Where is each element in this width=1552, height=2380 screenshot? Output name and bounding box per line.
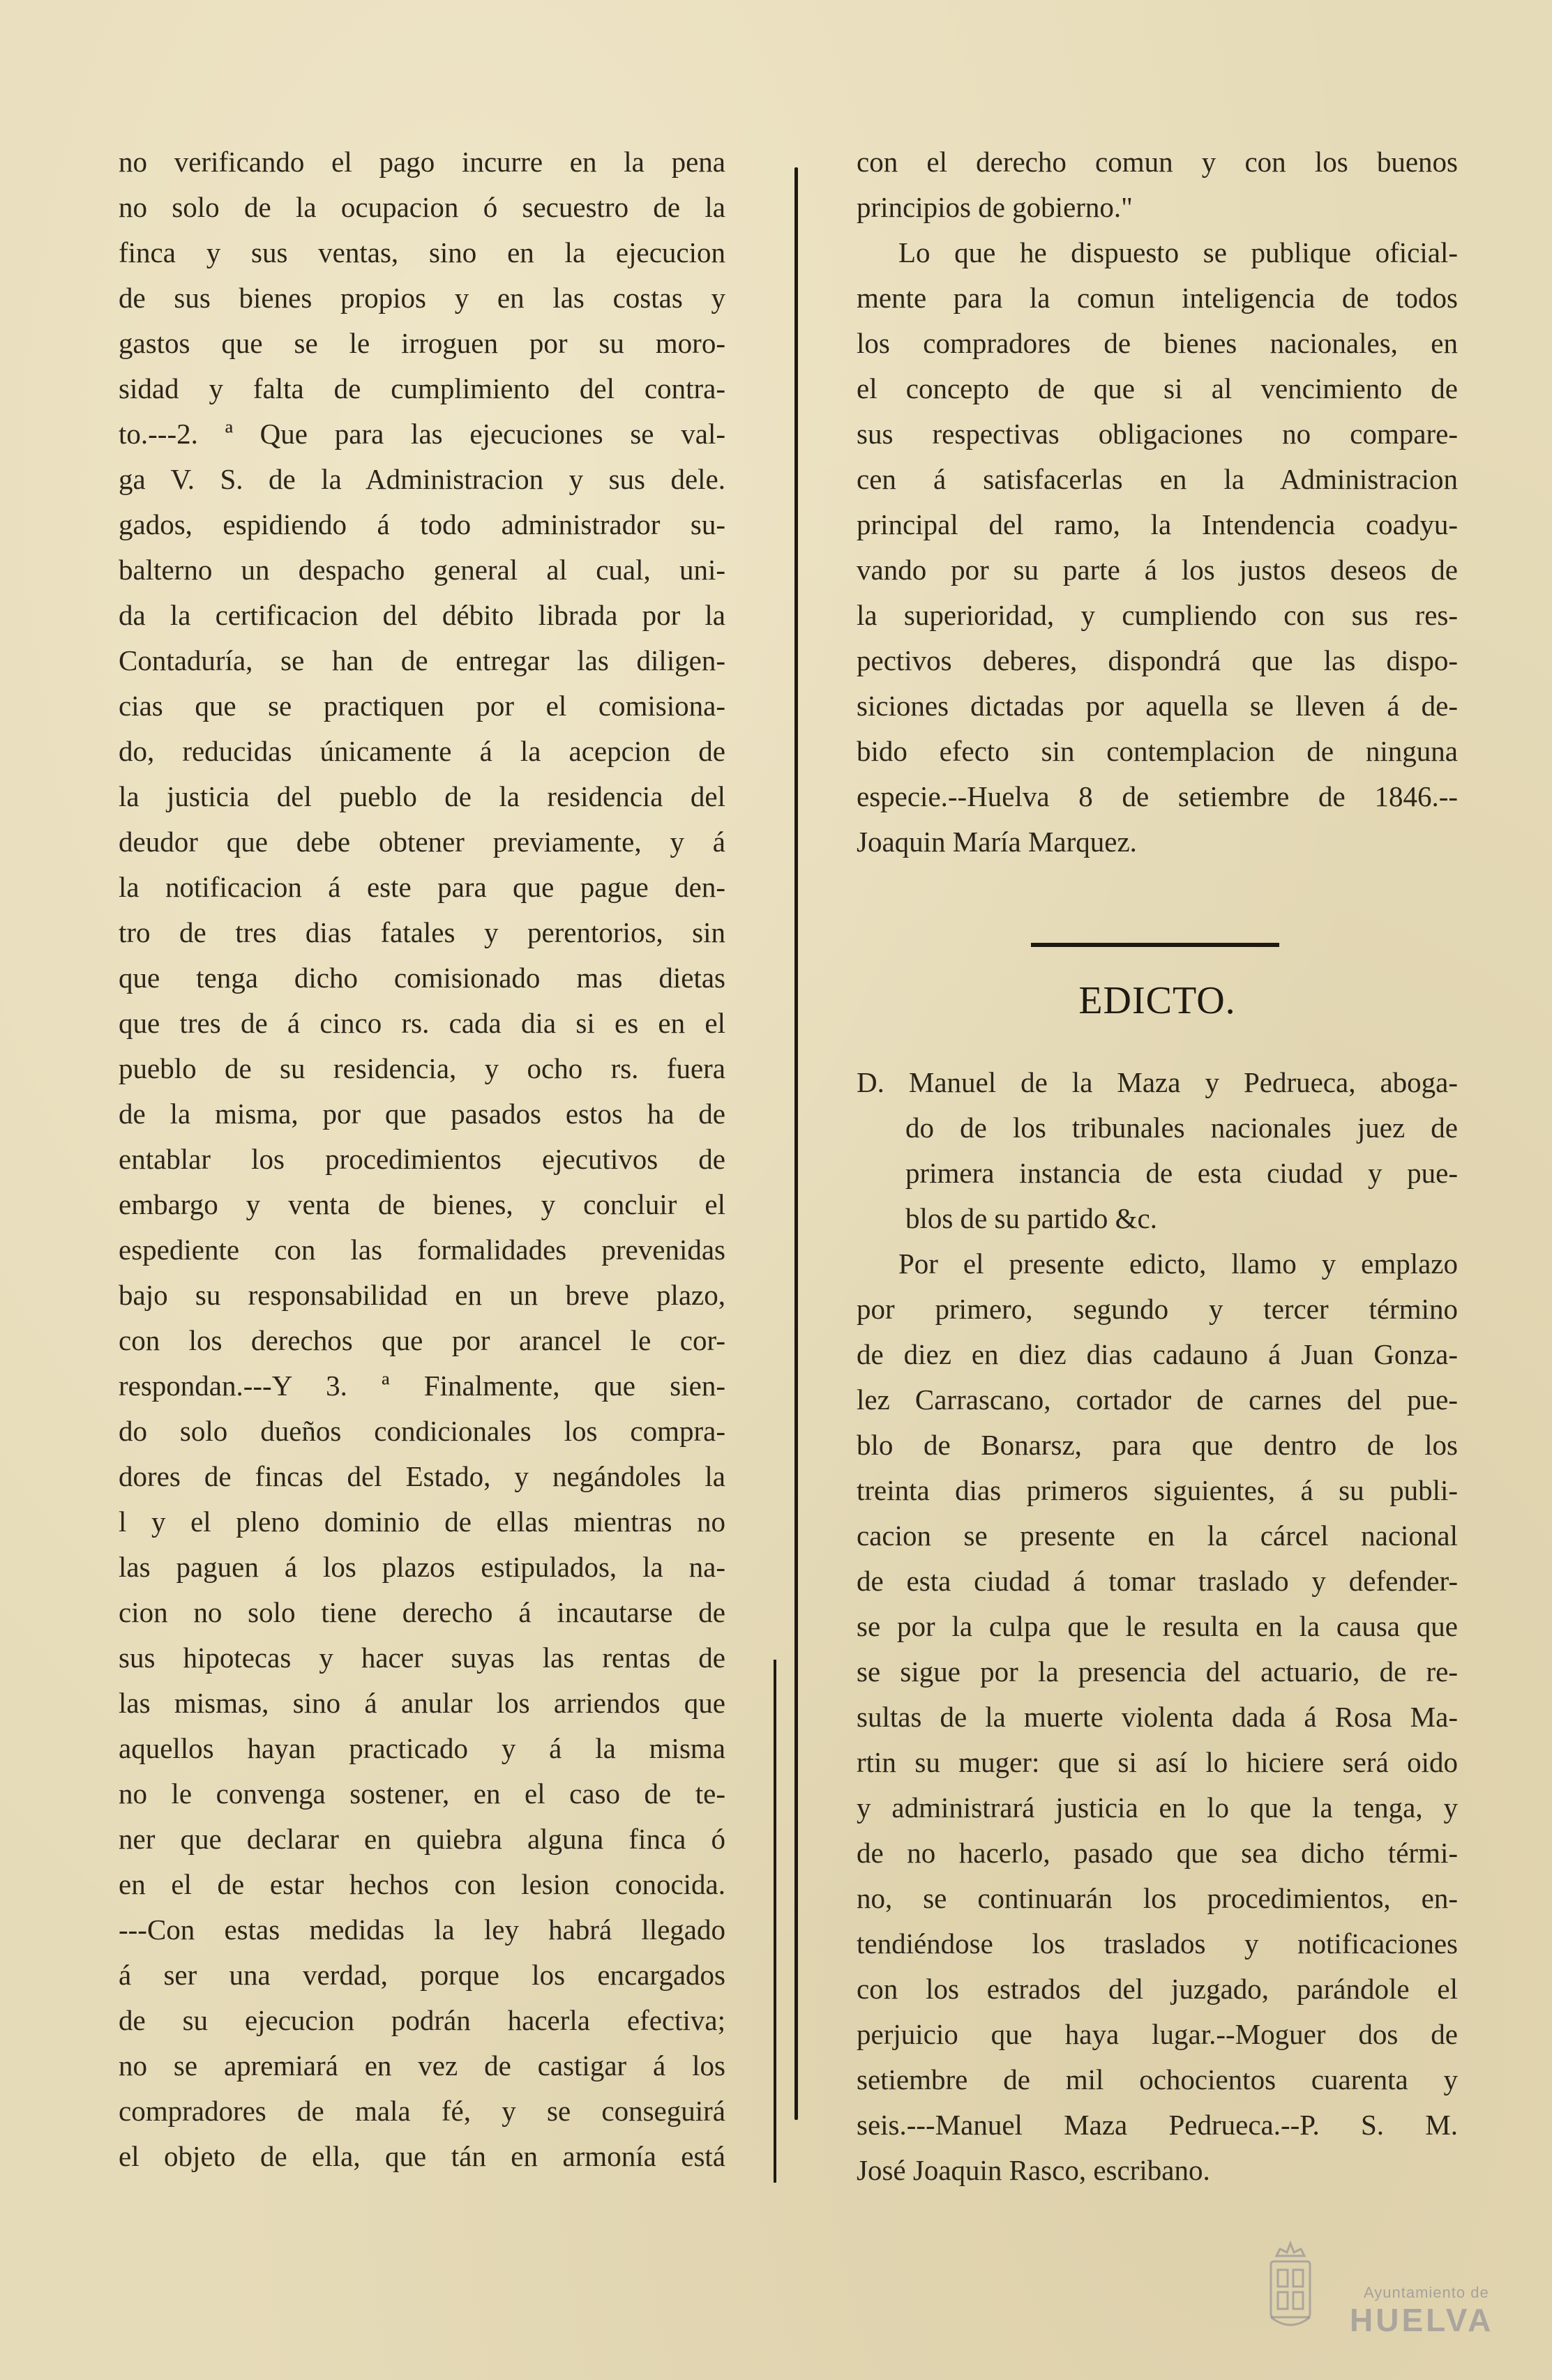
text-line: se sigue por la presencia del actuario, de re- [857, 1655, 1458, 1688]
text-line: de sus bienes propios y en las costas y [119, 282, 725, 314]
text-line: la justicia del pueblo de la residencia del [119, 780, 725, 812]
text-line: las paguen á los plazos estipulados, la na- [119, 1551, 725, 1583]
text-line: sultas de la muerte violenta dada á Rosa Ma- [857, 1701, 1458, 1733]
text-line: to.---2. ª Que para las ejecuciones se val- [119, 418, 725, 450]
text-line: embargo y venta de bienes, y concluir el [119, 1188, 725, 1220]
text-line: siciones dictadas por aquella se lleven á de- [857, 690, 1458, 722]
text-line: primera instancia de esta ciudad y pue- [905, 1157, 1458, 1189]
text-line: ---Con estas medidas la ley habrá llegado [119, 1913, 725, 1946]
text-line: de no hacerlo, pasado que sea dicho térmi- [857, 1837, 1458, 1869]
text-line: con los estrados del juzgado, parándole el [857, 1973, 1458, 2005]
text-line: sus hipotecas y hacer suyas las rentas de [119, 1642, 725, 1674]
text-line: á ser una verdad, porque los encargados [119, 1959, 725, 1991]
text-line: especie.--Huelva 8 de setiembre de 1846.-- [857, 780, 1458, 812]
text-line: con los derechos que por arancel le cor- [119, 1324, 725, 1356]
text-line: treinta dias primeros siguientes, á su publi- [857, 1474, 1458, 1506]
section-rule [1031, 943, 1279, 947]
text-line: tendiéndose los traslados y notificaciones [857, 1927, 1458, 1960]
text-line: balterno un despacho general al cual, uni- [119, 554, 725, 586]
text-line: la superioridad, y cumpliendo con sus res- [857, 599, 1458, 631]
text-line: D. Manuel de la Maza y Pedrueca, aboga- [857, 1066, 1458, 1098]
text-line: de su ejecucion podrán hacerla efectiva; [119, 2004, 725, 2036]
text-line: l y el pleno dominio de ellas mientras no [119, 1506, 725, 1538]
text-line: cacion se presente en la cárcel nacional [857, 1519, 1458, 1552]
text-line: y administrará justicia en lo que la tenga, y [857, 1791, 1458, 1824]
text-line: sidad y falta de cumplimiento del contra- [119, 372, 725, 404]
text-line: mente para la comun inteligencia de todos [857, 282, 1458, 314]
text-line: cias que se practiquen por el comisiona- [119, 690, 725, 722]
text-line: bajo su responsabilidad en un breve plazo, [119, 1279, 725, 1311]
text-line: sus respectivas obligaciones no compare- [857, 418, 1458, 450]
text-line: do de los tribunales nacionales juez de [905, 1112, 1458, 1144]
right-column-bottom [857, 1060, 1458, 2193]
text-line: da la certificacion del débito librada por la [119, 599, 725, 631]
text-line: compradores de mala fé, y se conseguirá [119, 2095, 725, 2127]
text-line: gastos que se le irroguen por su moro- [119, 327, 725, 359]
text-line: pueblo de su residencia, y ocho rs. fuera [119, 1052, 725, 1084]
text-line: en el de estar hechos con lesion conocida. [119, 1868, 725, 1900]
text-line: ner que declarar en quiebra alguna finca ó [119, 1823, 725, 1855]
text-line: blo de Bonarsz, para que dentro de los [857, 1429, 1458, 1461]
text-line: Por el presente edicto, llamo y emplazo [898, 1248, 1458, 1280]
text-line: principal del ramo, la Intendencia coadyu- [857, 508, 1458, 540]
text-line: José Joaquin Rasco, escribano. [857, 2154, 1210, 2186]
text-line: Contaduría, se han de entregar las diligen- [119, 644, 725, 676]
text-line: rtin su muger: que si así lo hiciere será oido [857, 1746, 1458, 1778]
text-line: que tenga dicho comisionado mas dietas [119, 962, 725, 994]
text-line: cion no solo tiene derecho á incautarse de [119, 1596, 725, 1628]
text-line: do, reducidas únicamente á la acepcion de [119, 735, 725, 767]
text-line: tro de tres dias fatales y perentorios, sin [119, 916, 725, 948]
text-line: de esta ciudad á tomar traslado y defender- [857, 1565, 1458, 1597]
text-line: el objeto de ella, que tán en armonía está [119, 2140, 725, 2172]
text-line: blos de su partido &c. [905, 1202, 1157, 1234]
text-line: espediente con las formalidades prevenidas [119, 1234, 725, 1266]
text-line: aquellos hayan practicado y á la misma [119, 1732, 725, 1764]
text-line: do solo dueños condicionales los compra- [119, 1415, 725, 1447]
text-line: que tres de á cinco rs. cada dia si es en el [119, 1007, 725, 1039]
text-line: no se apremiará en vez de castigar á los [119, 2049, 725, 2082]
text-line: bido efecto sin contemplacion de ninguna [857, 735, 1458, 767]
right-column-top [857, 139, 1458, 865]
text-line: perjuicio que haya lugar.--Moguer dos de [857, 2018, 1458, 2050]
text-line: setiembre de mil ochocientos cuarenta y [857, 2063, 1458, 2095]
watermark-big-text: HUELVA [1350, 2302, 1494, 2338]
text-line: entablar los procedimientos ejecutivos de [119, 1143, 725, 1175]
text-line: se por la culpa que le resulta en la causa que [857, 1610, 1458, 1642]
text-line: no verificando el pago incurre en la pena [119, 146, 725, 178]
text-line: el concepto de que si al vencimiento de [857, 372, 1458, 404]
text-line: dores de fincas del Estado, y negándoles la [119, 1460, 725, 1492]
text-line: no, se continuarán los procedimientos, en- [857, 1882, 1458, 1914]
text-line: no le convenga sostener, en el caso de te- [119, 1778, 725, 1810]
text-line: Lo que he dispuesto se publique oficial- [898, 236, 1458, 268]
city-seal-icon [1263, 2235, 1318, 2340]
watermark-small-text: Ayuntamiento de [1364, 2284, 1489, 2301]
text-line: principios de gobierno." [857, 191, 1133, 223]
text-line: con el derecho comun y con los buenos [857, 146, 1458, 178]
text-line: seis.---Manuel Maza Pedrueca.--P. S. M. [857, 2109, 1458, 2141]
left-column [119, 139, 725, 2179]
text-line: lez Carrascano, cortador de carnes del pue- [857, 1384, 1458, 1416]
text-line: finca y sus ventas, sino en la ejecucion [119, 236, 725, 268]
text-line: las mismas, sino á anular los arriendos que [119, 1687, 725, 1719]
text-line: no solo de la ocupacion ó secuestro de la [119, 191, 725, 223]
text-line: gados, espidiendo á todo administrador su- [119, 508, 725, 540]
text-line: pectivos deberes, dispondrá que las dispo- [857, 644, 1458, 676]
text-line: cen á satisfacerlas en la Administracion [857, 463, 1458, 495]
edict-heading: EDICTO. [1078, 979, 1236, 1022]
text-line: los compradores de bienes nacionales, en [857, 327, 1458, 359]
column-divider [794, 167, 798, 2120]
text-line: Joaquin María Marquez. [857, 826, 1137, 858]
text-line: deudor que debe obtener previamente, y á [119, 826, 725, 858]
text-line: por primero, segundo y tercer término [857, 1293, 1458, 1325]
text-line: de la misma, por que pasados estos ha de [119, 1098, 725, 1130]
text-line: de diez en diez dias cadauno á Juan Gonza- [857, 1338, 1458, 1370]
text-line: ga V. S. de la Administracion y sus dele. [119, 463, 725, 495]
text-line: vando por su parte á los justos deseos de [857, 554, 1458, 586]
text-line: la notificacion á este para que pague den- [119, 871, 725, 903]
text-line: respondan.---Y 3. ª Finalmente, que sien- [119, 1370, 725, 1402]
column-divider-secondary [774, 1660, 776, 2183]
